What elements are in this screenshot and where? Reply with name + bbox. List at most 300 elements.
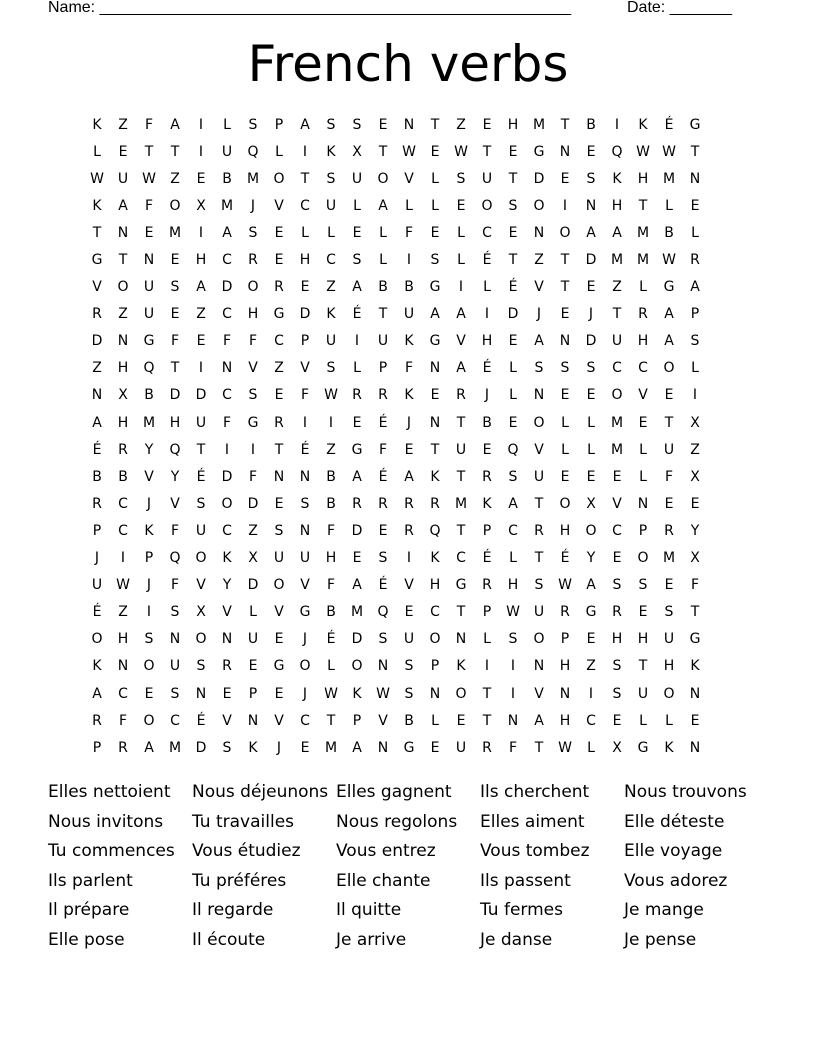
grid-letter[interactable]: E — [612, 468, 622, 485]
grid-letter[interactable]: É — [300, 441, 310, 458]
grid-letter[interactable]: H — [299, 252, 311, 269]
grid-letter[interactable]: J — [588, 306, 594, 323]
grid-letter[interactable]: G — [533, 143, 545, 160]
grid-letter[interactable]: E — [664, 387, 674, 404]
grid-letter[interactable]: F — [404, 224, 414, 241]
grid-letter[interactable]: N — [585, 197, 597, 214]
grid-letter[interactable]: N — [221, 631, 233, 648]
grid-letter[interactable]: T — [144, 143, 154, 160]
grid-letter[interactable]: W — [402, 143, 416, 160]
grid-letter[interactable]: E — [196, 333, 206, 350]
grid-letter[interactable]: Z — [118, 306, 128, 323]
grid-letter[interactable]: J — [276, 739, 282, 756]
grid-letter[interactable]: F — [326, 577, 336, 594]
grid-letter[interactable]: Y — [222, 577, 232, 594]
grid-letter[interactable]: V — [300, 577, 310, 594]
grid-letter[interactable]: A — [586, 224, 596, 241]
grid-letter[interactable]: F — [300, 387, 310, 404]
grid-letter[interactable]: E — [430, 387, 440, 404]
grid-letter[interactable]: B — [664, 224, 674, 241]
grid-letter[interactable]: C — [300, 197, 310, 214]
grid-letter[interactable]: Z — [92, 360, 102, 377]
grid-letter[interactable]: K — [456, 658, 466, 675]
grid-letter[interactable]: G — [91, 252, 103, 269]
grid-letter[interactable]: L — [405, 197, 413, 214]
grid-letter[interactable]: S — [612, 658, 622, 675]
grid-letter[interactable]: T — [638, 197, 648, 214]
grid-letter[interactable]: Z — [170, 170, 180, 187]
grid-letter[interactable]: G — [663, 279, 675, 296]
grid-letter[interactable]: U — [325, 197, 337, 214]
grid-letter[interactable]: É — [92, 441, 102, 458]
grid-letter[interactable]: C — [222, 306, 232, 323]
grid-letter[interactable]: C — [274, 333, 284, 350]
grid-letter[interactable]: H — [117, 360, 129, 377]
grid-letter[interactable]: O — [117, 279, 129, 296]
grid-letter[interactable]: E — [404, 441, 414, 458]
grid-letter[interactable]: F — [326, 522, 336, 539]
grid-letter[interactable]: N — [533, 224, 545, 241]
grid-letter[interactable]: F — [222, 333, 232, 350]
grid-letter[interactable]: M — [142, 414, 156, 431]
grid-letter[interactable]: R — [92, 495, 102, 512]
grid-letter[interactable]: E — [404, 604, 414, 621]
grid-letter[interactable]: S — [612, 577, 622, 594]
grid-letter[interactable]: V — [170, 495, 180, 512]
grid-letter[interactable]: T — [378, 306, 388, 323]
grid-letter[interactable]: T — [118, 252, 128, 269]
grid-letter[interactable]: U — [455, 739, 467, 756]
grid-letter[interactable]: U — [637, 685, 649, 702]
grid-letter[interactable]: U — [143, 279, 155, 296]
grid-letter[interactable]: R — [456, 387, 466, 404]
grid-letter[interactable]: E — [274, 631, 284, 648]
grid-letter[interactable]: R — [92, 712, 102, 729]
grid-letter[interactable]: E — [586, 631, 596, 648]
grid-letter[interactable]: Y — [586, 550, 596, 567]
grid-letter[interactable]: E — [352, 224, 362, 241]
grid-letter[interactable]: G — [143, 333, 155, 350]
grid-letter[interactable]: Z — [274, 360, 284, 377]
grid-letter[interactable]: É — [482, 550, 492, 567]
grid-letter[interactable]: T — [300, 170, 310, 187]
grid-letter[interactable]: P — [430, 658, 440, 675]
grid-letter[interactable]: U — [273, 550, 285, 567]
grid-letter[interactable]: X — [352, 143, 362, 160]
grid-letter[interactable]: Z — [118, 604, 128, 621]
grid-letter[interactable]: N — [559, 685, 571, 702]
grid-letter[interactable]: L — [275, 143, 283, 160]
grid-letter[interactable]: G — [299, 604, 311, 621]
grid-letter[interactable]: S — [508, 197, 518, 214]
grid-letter[interactable]: I — [198, 224, 204, 241]
grid-letter[interactable]: K — [248, 739, 258, 756]
grid-letter[interactable]: J — [484, 387, 490, 404]
grid-letter[interactable]: K — [612, 170, 622, 187]
grid-letter[interactable]: E — [690, 495, 700, 512]
grid-letter[interactable]: N — [377, 658, 389, 675]
grid-letter[interactable]: K — [326, 143, 336, 160]
grid-letter[interactable]: U — [455, 441, 467, 458]
grid-letter[interactable]: M — [662, 550, 676, 567]
grid-letter[interactable]: S — [170, 604, 180, 621]
grid-letter[interactable]: M — [324, 739, 338, 756]
grid-letter[interactable]: R — [612, 604, 622, 621]
grid-letter[interactable]: W — [662, 143, 676, 160]
grid-letter[interactable]: X — [586, 495, 596, 512]
grid-letter[interactable]: C — [118, 495, 128, 512]
grid-letter[interactable]: É — [378, 577, 388, 594]
grid-letter[interactable]: N — [637, 495, 649, 512]
grid-letter[interactable]: U — [403, 631, 415, 648]
grid-letter[interactable]: M — [350, 604, 364, 621]
grid-letter[interactable]: E — [144, 685, 154, 702]
grid-letter[interactable]: A — [92, 414, 102, 431]
grid-letter[interactable]: K — [430, 550, 440, 567]
grid-letter[interactable]: K — [690, 658, 700, 675]
grid-letter[interactable]: P — [560, 631, 570, 648]
grid-letter[interactable]: T — [508, 252, 518, 269]
grid-letter[interactable]: U — [195, 414, 207, 431]
grid-letter[interactable]: T — [638, 658, 648, 675]
grid-letter[interactable]: I — [120, 550, 126, 567]
grid-letter[interactable]: E — [508, 224, 518, 241]
grid-letter[interactable]: F — [222, 414, 232, 431]
grid-letter[interactable]: É — [378, 468, 388, 485]
grid-letter[interactable]: E — [430, 143, 440, 160]
grid-letter[interactable]: R — [118, 441, 128, 458]
grid-letter[interactable]: E — [560, 170, 570, 187]
grid-letter[interactable]: N — [117, 658, 129, 675]
grid-letter[interactable]: R — [664, 522, 674, 539]
grid-letter[interactable]: D — [221, 279, 233, 296]
grid-letter[interactable]: É — [352, 306, 362, 323]
grid-letter[interactable]: K — [92, 197, 102, 214]
grid-letter[interactable]: R — [248, 252, 258, 269]
grid-letter[interactable]: E — [664, 577, 674, 594]
grid-letter[interactable]: S — [586, 170, 596, 187]
grid-letter[interactable]: E — [690, 712, 700, 729]
grid-letter[interactable]: X — [690, 414, 700, 431]
grid-letter[interactable]: L — [483, 279, 491, 296]
grid-letter[interactable]: U — [247, 631, 259, 648]
grid-letter[interactable]: V — [274, 604, 284, 621]
grid-letter[interactable]: T — [560, 279, 570, 296]
grid-letter[interactable]: P — [92, 739, 102, 756]
grid-letter[interactable]: S — [430, 252, 440, 269]
grid-letter[interactable]: G — [351, 441, 363, 458]
grid-letter[interactable]: C — [456, 550, 466, 567]
grid-letter[interactable]: L — [353, 197, 361, 214]
grid-letter[interactable]: O — [533, 414, 545, 431]
grid-letter[interactable]: M — [610, 414, 624, 431]
grid-letter[interactable]: A — [404, 468, 414, 485]
grid-letter[interactable]: P — [92, 522, 102, 539]
grid-letter[interactable]: V — [378, 712, 388, 729]
grid-letter[interactable]: L — [301, 224, 309, 241]
grid-letter[interactable]: V — [222, 712, 232, 729]
grid-letter[interactable]: O — [221, 495, 233, 512]
grid-letter[interactable]: M — [454, 495, 468, 512]
grid-letter[interactable]: O — [481, 197, 493, 214]
grid-letter[interactable]: U — [195, 522, 207, 539]
grid-letter[interactable]: H — [325, 550, 337, 567]
grid-letter[interactable]: S — [196, 495, 206, 512]
grid-letter[interactable]: J — [406, 414, 412, 431]
grid-letter[interactable]: U — [169, 658, 181, 675]
grid-letter[interactable]: X — [118, 387, 128, 404]
grid-letter[interactable]: E — [430, 739, 440, 756]
grid-letter[interactable]: D — [91, 333, 103, 350]
grid-letter[interactable]: C — [300, 712, 310, 729]
grid-letter[interactable]: D — [195, 739, 207, 756]
grid-letter[interactable]: F — [404, 360, 414, 377]
grid-letter[interactable]: L — [691, 224, 699, 241]
grid-letter[interactable]: O — [611, 387, 623, 404]
grid-letter[interactable]: R — [274, 279, 284, 296]
grid-letter[interactable]: M — [636, 224, 650, 241]
grid-letter[interactable]: L — [379, 224, 387, 241]
grid-letter[interactable]: F — [170, 522, 180, 539]
grid-letter[interactable]: M — [168, 224, 182, 241]
grid-letter[interactable]: P — [482, 604, 492, 621]
grid-letter[interactable]: T — [274, 441, 284, 458]
grid-letter[interactable]: O — [663, 360, 675, 377]
grid-letter[interactable]: L — [691, 360, 699, 377]
grid-letter[interactable]: C — [586, 712, 596, 729]
grid-letter[interactable]: U — [221, 143, 233, 160]
grid-letter[interactable]: X — [612, 739, 622, 756]
grid-letter[interactable]: C — [612, 360, 622, 377]
grid-letter[interactable]: I — [614, 116, 620, 133]
grid-letter[interactable]: E — [352, 550, 362, 567]
grid-letter[interactable]: Z — [586, 658, 596, 675]
grid-letter[interactable]: V — [404, 170, 414, 187]
grid-letter[interactable]: P — [274, 116, 284, 133]
grid-letter[interactable]: I — [484, 658, 490, 675]
grid-letter[interactable]: L — [327, 224, 335, 241]
grid-letter[interactable]: U — [663, 631, 675, 648]
grid-letter[interactable]: J — [94, 550, 100, 567]
grid-letter[interactable]: B — [92, 468, 102, 485]
grid-letter[interactable]: E — [456, 712, 466, 729]
grid-letter[interactable]: E — [508, 414, 518, 431]
grid-letter[interactable]: F — [664, 468, 674, 485]
grid-letter[interactable]: N — [689, 739, 701, 756]
grid-letter[interactable]: É — [482, 360, 492, 377]
grid-letter[interactable]: W — [324, 685, 338, 702]
grid-letter[interactable]: I — [458, 279, 464, 296]
grid-letter[interactable]: X — [690, 550, 700, 567]
grid-letter[interactable]: I — [146, 604, 152, 621]
grid-letter[interactable]: E — [378, 522, 388, 539]
grid-letter[interactable]: N — [299, 468, 311, 485]
grid-letter[interactable]: E — [352, 414, 362, 431]
grid-letter[interactable]: O — [247, 279, 259, 296]
grid-letter[interactable]: A — [196, 279, 206, 296]
grid-letter[interactable]: G — [637, 739, 649, 756]
grid-letter[interactable]: E — [144, 224, 154, 241]
date-field-label[interactable]: Date: _______ — [627, 0, 732, 16]
grid-letter[interactable]: V — [456, 333, 466, 350]
grid-letter[interactable]: E — [196, 170, 206, 187]
grid-letter[interactable]: W — [324, 387, 338, 404]
grid-letter[interactable]: G — [273, 658, 285, 675]
grid-letter[interactable]: L — [587, 739, 595, 756]
grid-letter[interactable]: W — [636, 143, 650, 160]
grid-letter[interactable]: E — [586, 468, 596, 485]
grid-letter[interactable]: H — [195, 252, 207, 269]
grid-letter[interactable]: T — [92, 224, 102, 241]
grid-letter[interactable]: C — [222, 522, 232, 539]
grid-letter[interactable]: N — [689, 685, 701, 702]
grid-letter[interactable]: E — [274, 224, 284, 241]
grid-letter[interactable]: E — [170, 252, 180, 269]
grid-letter[interactable]: C — [118, 522, 128, 539]
grid-letter[interactable]: T — [378, 143, 388, 160]
grid-letter[interactable]: N — [455, 631, 467, 648]
grid-letter[interactable]: É — [326, 631, 336, 648]
grid-letter[interactable]: É — [378, 414, 388, 431]
grid-letter[interactable]: S — [664, 604, 674, 621]
grid-letter[interactable]: E — [560, 387, 570, 404]
grid-letter[interactable]: Z — [612, 279, 622, 296]
grid-letter[interactable]: O — [91, 631, 103, 648]
grid-letter[interactable]: L — [509, 360, 517, 377]
grid-letter[interactable]: W — [142, 170, 156, 187]
grid-letter[interactable]: C — [638, 360, 648, 377]
grid-letter[interactable]: G — [689, 631, 701, 648]
grid-letter[interactable]: A — [300, 116, 310, 133]
grid-letter[interactable]: D — [247, 495, 259, 512]
grid-letter[interactable]: S — [170, 685, 180, 702]
grid-letter[interactable]: S — [274, 522, 284, 539]
grid-letter[interactable]: L — [379, 252, 387, 269]
grid-letter[interactable]: P — [144, 550, 154, 567]
grid-letter[interactable]: J — [250, 197, 256, 214]
grid-letter[interactable]: S — [326, 170, 336, 187]
grid-letter[interactable]: S — [456, 170, 466, 187]
grid-letter[interactable]: H — [481, 333, 493, 350]
grid-letter[interactable]: X — [690, 468, 700, 485]
grid-letter[interactable]: V — [144, 468, 154, 485]
grid-letter[interactable]: F — [170, 333, 180, 350]
grid-letter[interactable]: B — [326, 468, 336, 485]
grid-letter[interactable]: T — [456, 468, 466, 485]
grid-letter[interactable]: M — [532, 116, 546, 133]
grid-letter[interactable]: U — [377, 333, 389, 350]
grid-letter[interactable]: T — [534, 550, 544, 567]
grid-letter[interactable]: A — [612, 224, 622, 241]
grid-letter[interactable]: V — [534, 279, 544, 296]
grid-letter[interactable]: G — [273, 306, 285, 323]
grid-letter[interactable]: I — [562, 197, 568, 214]
grid-letter[interactable]: K — [222, 550, 232, 567]
grid-letter[interactable]: X — [196, 604, 206, 621]
grid-letter[interactable]: K — [664, 739, 674, 756]
grid-letter[interactable]: H — [169, 414, 181, 431]
grid-letter[interactable]: L — [639, 468, 647, 485]
grid-letter[interactable]: H — [637, 170, 649, 187]
grid-letter[interactable]: U — [533, 604, 545, 621]
grid-letter[interactable]: V — [222, 604, 232, 621]
grid-letter[interactable]: D — [351, 522, 363, 539]
grid-letter[interactable]: G — [455, 577, 467, 594]
grid-letter[interactable]: L — [509, 550, 517, 567]
grid-letter[interactable]: L — [431, 197, 439, 214]
grid-letter[interactable]: R — [378, 387, 388, 404]
grid-letter[interactable]: U — [481, 170, 493, 187]
grid-letter[interactable]: T — [456, 414, 466, 431]
grid-letter[interactable]: K — [482, 495, 492, 512]
grid-letter[interactable]: H — [117, 414, 129, 431]
grid-letter[interactable]: C — [482, 224, 492, 241]
grid-letter[interactable]: R — [118, 739, 128, 756]
grid-letter[interactable]: Z — [196, 306, 206, 323]
grid-letter[interactable]: A — [352, 739, 362, 756]
grid-letter[interactable]: D — [221, 468, 233, 485]
grid-letter[interactable]: T — [534, 739, 544, 756]
grid-letter[interactable]: S — [534, 360, 544, 377]
grid-letter[interactable]: B — [326, 495, 336, 512]
grid-letter[interactable]: P — [300, 333, 310, 350]
grid-letter[interactable]: O — [273, 170, 285, 187]
grid-letter[interactable]: E — [586, 279, 596, 296]
grid-letter[interactable]: K — [92, 116, 102, 133]
grid-letter[interactable]: S — [300, 495, 310, 512]
grid-letter[interactable]: N — [429, 360, 441, 377]
grid-letter[interactable]: S — [404, 658, 414, 675]
grid-letter[interactable]: A — [430, 306, 440, 323]
grid-letter[interactable]: K — [638, 116, 648, 133]
grid-letter[interactable]: W — [116, 577, 130, 594]
grid-letter[interactable]: T — [170, 360, 180, 377]
grid-letter[interactable]: E — [586, 387, 596, 404]
grid-letter[interactable]: S — [222, 739, 232, 756]
grid-letter[interactable]: L — [639, 441, 647, 458]
grid-letter[interactable]: H — [559, 658, 571, 675]
grid-letter[interactable]: W — [662, 252, 676, 269]
grid-letter[interactable]: N — [299, 522, 311, 539]
grid-letter[interactable]: T — [690, 143, 700, 160]
grid-letter[interactable]: Q — [169, 441, 181, 458]
grid-letter[interactable]: J — [302, 685, 308, 702]
grid-letter[interactable]: D — [585, 252, 597, 269]
grid-letter[interactable]: R — [404, 522, 414, 539]
grid-letter[interactable]: E — [378, 116, 388, 133]
grid-letter[interactable]: G — [689, 116, 701, 133]
grid-letter[interactable]: K — [430, 468, 440, 485]
grid-letter[interactable]: L — [587, 414, 595, 431]
grid-letter[interactable]: W — [558, 739, 572, 756]
grid-letter[interactable]: A — [456, 306, 466, 323]
grid-letter[interactable]: P — [482, 522, 492, 539]
grid-letter[interactable]: C — [612, 522, 622, 539]
grid-letter[interactable]: U — [143, 306, 155, 323]
grid-letter[interactable]: M — [220, 197, 234, 214]
grid-letter[interactable]: I — [406, 550, 412, 567]
grid-letter[interactable]: O — [377, 170, 389, 187]
grid-letter[interactable]: U — [351, 170, 363, 187]
grid-letter[interactable]: H — [559, 522, 571, 539]
grid-letter[interactable]: R — [352, 387, 362, 404]
grid-letter[interactable]: L — [431, 170, 439, 187]
grid-letter[interactable]: Q — [611, 143, 623, 160]
grid-letter[interactable]: N — [91, 387, 103, 404]
grid-letter[interactable]: U — [325, 333, 337, 350]
grid-letter[interactable]: G — [429, 279, 441, 296]
grid-letter[interactable]: L — [431, 712, 439, 729]
